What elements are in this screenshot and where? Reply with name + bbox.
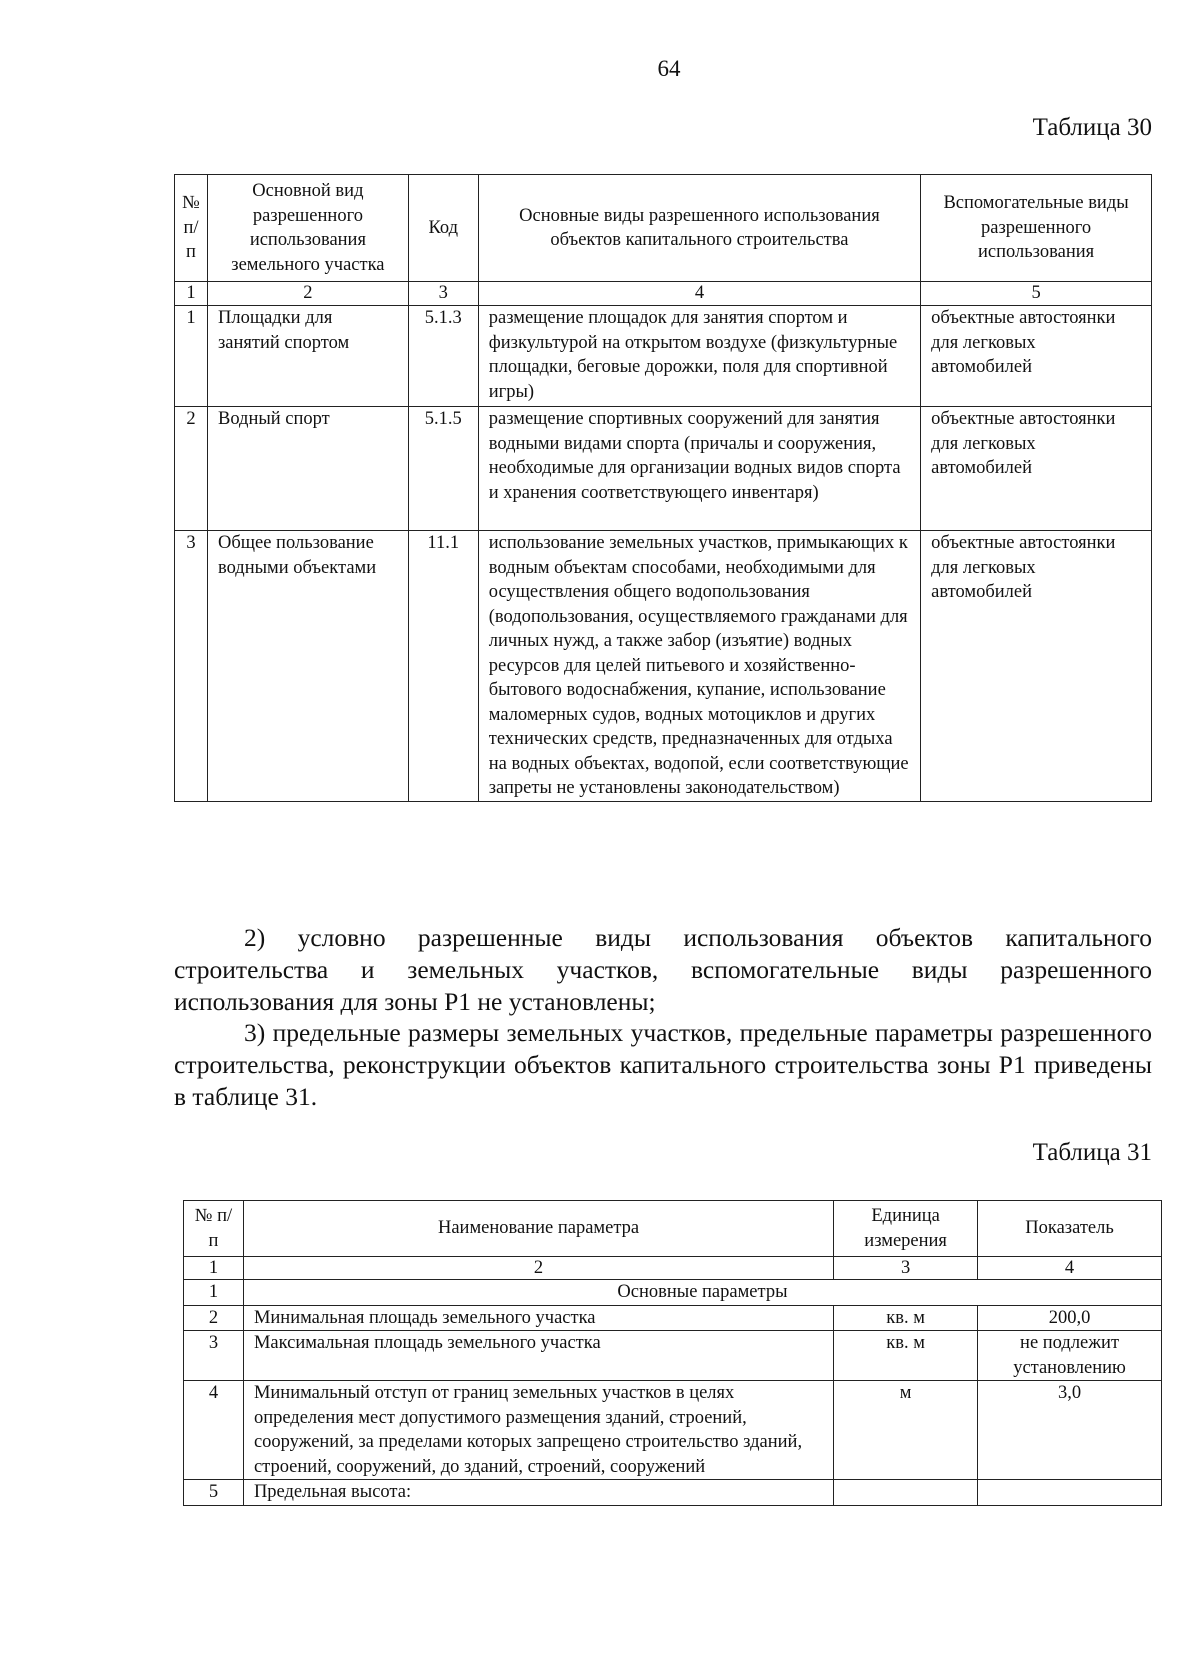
use-code: 11.1	[408, 531, 478, 802]
parameter-value: 200,0	[978, 1305, 1162, 1331]
use-code: 5.1.5	[408, 407, 478, 531]
header-parameter-name: Наименование параметра	[243, 1201, 833, 1257]
column-number: 3	[834, 1257, 978, 1280]
parameter-name: Предельная высота:	[243, 1480, 833, 1506]
column-number: 4	[978, 1257, 1162, 1280]
use-code: 5.1.3	[408, 306, 478, 407]
column-number: 3	[408, 282, 478, 306]
column-number: 1	[184, 1257, 244, 1280]
table-row	[184, 1331, 1162, 1381]
table-30-caption: Таблица 30	[1032, 114, 1152, 141]
row-number: 2	[175, 407, 208, 531]
parameter-value: не подлежит установлению	[978, 1331, 1162, 1381]
table-row	[184, 1381, 1162, 1480]
section-title: Основные параметры	[243, 1280, 1161, 1306]
row-number: 5	[184, 1480, 244, 1506]
header-unit: Единица измерения	[834, 1201, 978, 1257]
auxiliary-use: объектные автостоянки для легковых автомобилей	[921, 407, 1152, 531]
parameter-unit	[834, 1480, 978, 1506]
column-number: 1	[175, 282, 208, 306]
main-use-description: использование земельных участков, примыкающих к водным объектам способами, необходимыми для осуществления общего водопользования (водопользования, осуществляемого гражданами для личных нужд, а также забор (изъятие) водных ресурсов для целей питьевого и хозяйственно-бытового водоснабжения, купание, использование маломерных судов, водных мотоциклов и других технических средств, предназначенных для отдыха на водных объектах, водопой, если соответствующие запреты не установлены законодательством)	[478, 531, 920, 802]
row-number: 3	[184, 1331, 244, 1381]
main-use-description: размещение спортивных сооружений для занятия водными видами спорта (причалы и сооружения, необходимые для организации водных видов спорта и хранения соответствующего инвентаря)	[478, 407, 920, 531]
parameter-name: Максимальная площадь земельного участка	[243, 1331, 833, 1381]
column-number: 4	[478, 282, 920, 306]
header-number: № п/п	[184, 1201, 244, 1257]
header-value: Показатель	[978, 1201, 1162, 1257]
table-row	[175, 306, 1152, 407]
land-use-kind: Площадки для занятий спортом	[207, 306, 408, 407]
header-main-capital-use: Основные виды разрешенного использования объектов капитального строительства	[478, 175, 920, 282]
parameter-value	[978, 1480, 1162, 1506]
auxiliary-use: объектные автостоянки для легковых автомобилей	[921, 531, 1152, 802]
parameter-name: Минимальный отступ от границ земельных участков в целях определения мест допустимого размещения зданий, строений, сооружений, за пределами которых запрещено строительство зданий, строений, сооружений, до зданий, строений, сооружений	[243, 1381, 833, 1480]
header-main-land-use: Основной вид разрешенного использования земельного участка	[207, 175, 408, 282]
table-31-caption: Таблица 31	[1032, 1139, 1152, 1166]
column-number: 2	[243, 1257, 833, 1280]
row-number: 3	[175, 531, 208, 802]
parameter-unit: кв. м	[834, 1331, 978, 1381]
header-code: Код	[408, 175, 478, 282]
header-number: № п/п	[175, 175, 208, 282]
section-row	[184, 1280, 1162, 1306]
parameter-name: Минимальная площадь земельного участка	[243, 1305, 833, 1331]
table-row	[184, 1480, 1162, 1506]
page-number: 64	[657, 56, 681, 81]
land-use-kind: Общее пользование водными объектами	[207, 531, 408, 802]
parameter-unit: м	[834, 1381, 978, 1480]
table-row	[175, 531, 1152, 802]
paragraph-limit-parameters: 3) предельные размеры земельных участков, предельные параметры разрешенного строительства, реконструкции объектов капитального строительства зоны Р1 приведены в таблице 31.	[174, 1018, 1152, 1111]
row-number: 4	[184, 1381, 244, 1480]
table-31	[183, 1200, 1162, 1506]
column-number: 2	[207, 282, 408, 306]
table-row	[184, 1305, 1162, 1331]
auxiliary-use: объектные автостоянки для легковых автомобилей	[921, 306, 1152, 407]
row-number: 2	[184, 1305, 244, 1331]
row-number: 1	[175, 306, 208, 407]
main-use-description: размещение площадок для занятия спортом и физкультурой на открытом воздухе (физкультурные площадки, беговые дорожки, поля для спортивной игры)	[478, 306, 920, 407]
land-use-kind: Водный спорт	[207, 407, 408, 531]
parameter-unit: кв. м	[834, 1305, 978, 1331]
table-row	[175, 407, 1152, 531]
paragraph-conditional-uses: 2) условно разрешенные виды использования объектов капитального строительства и земельных участков, вспомогательные виды разрешенного использования для зоны Р1 не установлены;	[174, 923, 1152, 1016]
column-number: 5	[921, 282, 1152, 306]
header-auxiliary-use: Вспомогательные виды разрешенного использования	[921, 175, 1152, 282]
parameter-value: 3,0	[978, 1381, 1162, 1480]
row-number: 1	[184, 1280, 244, 1306]
table-30	[174, 174, 1152, 802]
